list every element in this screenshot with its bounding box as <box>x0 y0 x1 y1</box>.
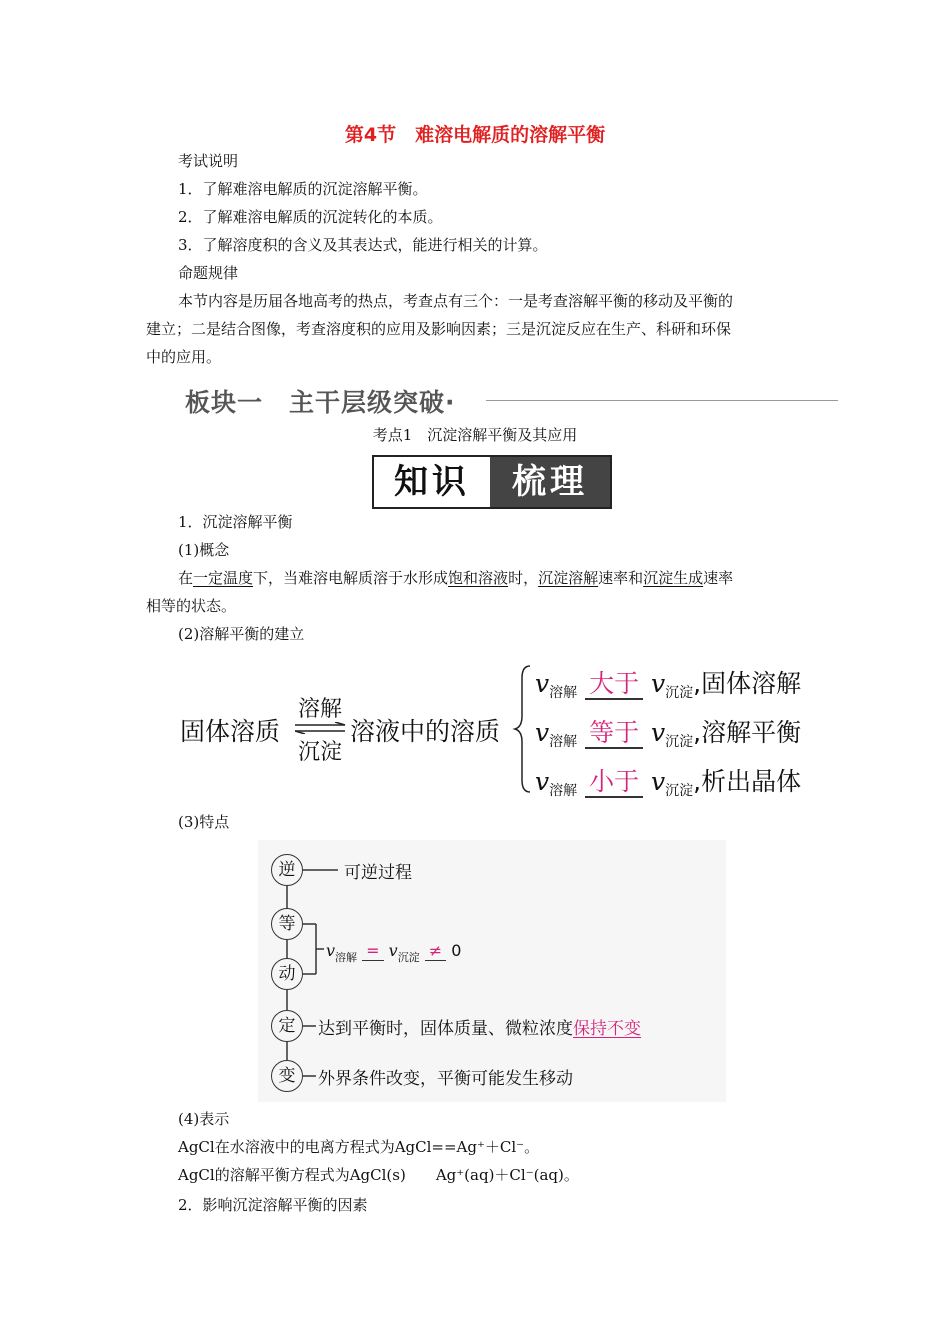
answer-equal: 等于 <box>585 718 643 749</box>
concept-line-2: 相等的状态。 <box>146 597 237 615</box>
answer-equals: = <box>362 941 383 961</box>
branch-row-2: $v_{溶解}$ 等于 $v_{沉淀}$,溶解平衡 <box>535 718 802 750</box>
eq-arrow-top: 溶解 <box>298 697 343 722</box>
branch-row-3: $v_{溶解}$ 小于 $v_{沉淀}$,析出晶体 <box>535 767 802 799</box>
node-reversible: 逆 <box>271 854 303 886</box>
s1-heading: 1．沉淀溶解平衡 <box>178 513 293 531</box>
node-fixed: 定 <box>271 1010 303 1042</box>
ni-text: 可逆过程 <box>344 863 412 883</box>
kaodian-heading: 考点1 沉淀溶解平衡及其应用 <box>372 426 578 444</box>
exam-item-2: 2．了解难溶电解质的沉淀转化的本质。 <box>178 208 443 226</box>
repr-line-2: AgCl的溶解平衡方程式为AgCl(s) Ag⁺(aq)＋Cl⁻(aq)。 <box>178 1166 579 1184</box>
exam-item-1: 1．了解难溶电解质的沉淀溶解平衡。 <box>178 180 428 198</box>
node-equal: 等 <box>271 908 303 940</box>
eq-left: 固体溶质 <box>180 717 281 746</box>
features-diagram <box>258 840 726 1102</box>
repr-line-1: AgCl在水溶液中的电离方程式为AgCl==Ag⁺＋Cl⁻。 <box>178 1138 540 1156</box>
rate-relation: $v_{溶解} = v_{沉淀} \ne 0$ <box>326 941 462 964</box>
s1-sub4: (4)表示 <box>178 1110 230 1128</box>
ding-line: 达到平衡时，固体质量、微粒浓度保持不变 <box>318 1019 641 1039</box>
s1-sub3: (3)特点 <box>178 813 230 831</box>
exam-item-3: 3．了解溶度积的含义及其表达式，能进行相关的计算。 <box>178 236 548 254</box>
blank-temperature: 一定温度 <box>193 569 254 587</box>
exam-heading: 考试说明 <box>178 152 239 170</box>
equilibrium-arrow-icon <box>295 722 347 734</box>
law-line-1: 本节内容是历届各地高考的热点，考查点有三个：一是考查溶解平衡的移动及平衡的 <box>178 292 734 310</box>
branch-row-1: $v_{溶解}$ 大于 $v_{沉淀}$,固体溶解 <box>535 669 802 701</box>
knowledge-review-badge <box>372 455 612 509</box>
concept-line-1: 在一定温度下，当难溶电解质溶于水形成饱和溶液时，沉淀溶解速率和沉淀生成速率 <box>178 569 734 587</box>
node-change: 变 <box>271 1060 303 1092</box>
answer-not-equal: ≠ <box>425 941 446 961</box>
s2-heading: 2．影响沉淀溶解平衡的因素 <box>178 1196 368 1214</box>
answer-greater: 大于 <box>585 669 643 700</box>
law-heading: 命题规律 <box>178 264 239 282</box>
banner-rule <box>486 400 838 401</box>
answer-unchanged: 保持不变 <box>573 1019 641 1039</box>
s1-sub1: (1)概念 <box>178 541 230 559</box>
blank-dissolve: 沉淀溶解 <box>538 569 599 587</box>
section-banner: 板块一 主干层级突破· <box>185 388 456 417</box>
s1-sub2: (2)溶解平衡的建立 <box>178 625 305 643</box>
blank-saturated: 饱和溶液 <box>448 569 509 587</box>
bian-text: 外界条件改变，平衡可能发生移动 <box>318 1069 573 1089</box>
badge-left-text: 知识 <box>374 457 490 507</box>
node-dynamic: 动 <box>271 958 303 990</box>
eq-right: 溶液中的溶质 <box>350 717 501 746</box>
law-line-3: 中的应用。 <box>146 348 222 366</box>
blank-precipitate: 沉淀生成 <box>643 569 704 587</box>
badge-right-text: 梳理 <box>490 457 610 507</box>
features-connectors <box>258 840 726 1102</box>
brace-icon <box>512 664 532 794</box>
law-line-2: 建立；二是结合图像，考查溶度积的应用及影响因素；三是沉淀反应在生产、科研和环保 <box>146 320 732 338</box>
answer-less: 小于 <box>585 767 643 798</box>
page-title: 第4节 难溶电解质的溶解平衡 <box>344 124 606 146</box>
eq-arrow-bottom: 沉淀 <box>298 740 343 765</box>
